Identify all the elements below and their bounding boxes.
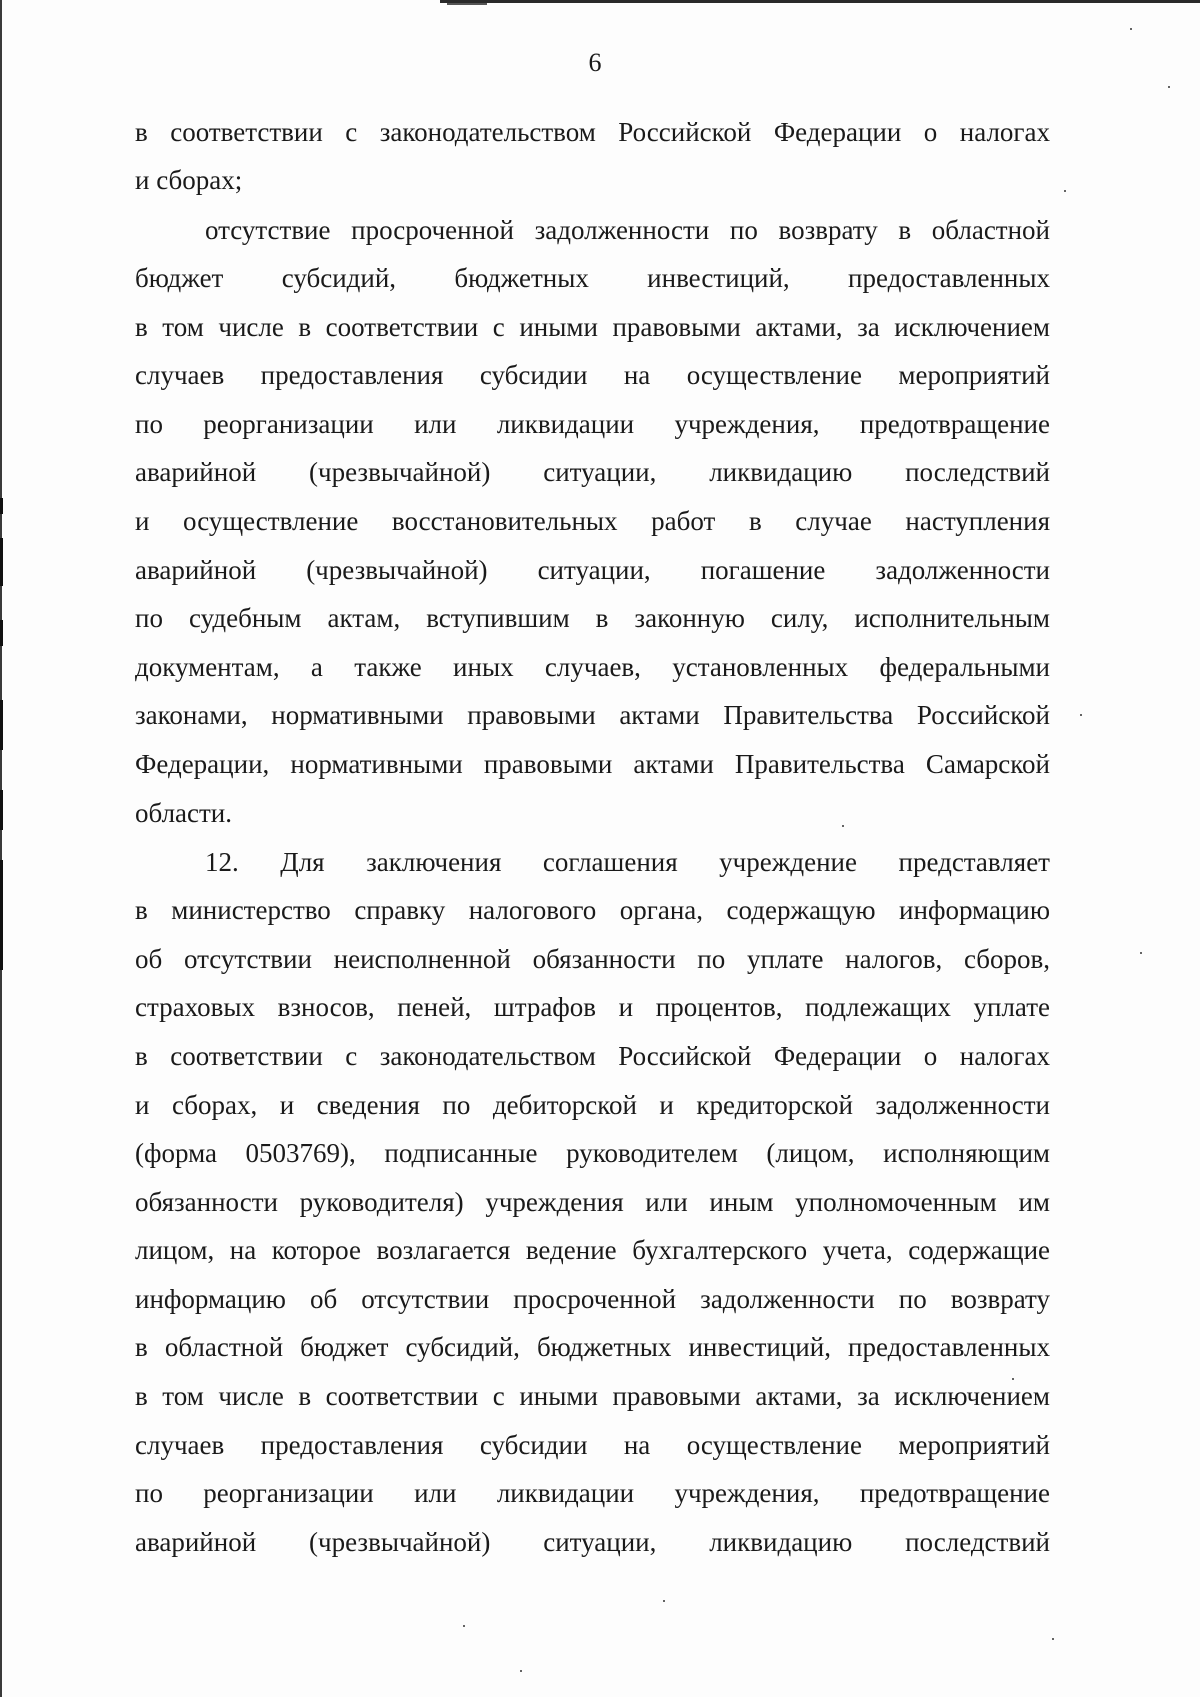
scan-mark [0, 498, 3, 514]
text-line: отсутствие просроченной задолженности по возврату в областной [205, 215, 1050, 245]
scan-speck [463, 1625, 465, 1627]
scan-mark [0, 620, 3, 646]
scan-speck [1168, 86, 1170, 88]
scan-speck [1052, 1638, 1054, 1640]
text-line: и сборах, и сведения по дебиторской и кредиторской задолженности [135, 1090, 1050, 1120]
text-line: области. [135, 798, 233, 828]
top-border-line [440, 0, 1200, 3]
text-line: в областной бюджет субсидий, бюджетных инвестиций, предоставленных [135, 1332, 1050, 1362]
text-line: в том числе в соответствии с иными правовыми актами, за исключением [135, 1381, 1050, 1411]
scan-speck [1080, 714, 1082, 716]
page-number: 6 [588, 48, 602, 77]
text-line: по реорганизации или ликвидации учреждения, предотвращение [135, 1478, 1050, 1508]
text-line: в министерство справку налогового органа, содержащую информацию [135, 895, 1050, 925]
text-line: бюджет субсидий, бюджетных инвестиций, предоставленных [135, 263, 1050, 293]
scan-speck [663, 1600, 665, 1602]
text-line: лицом, на которое возлагается ведение бухгалтерского учета, содержащие [135, 1235, 1050, 1265]
text-line: документам, а также иных случаев, установленных федеральными [135, 652, 1050, 682]
text-line: в соответствии с законодательством Российской Федерации о налогах [135, 1041, 1050, 1071]
text-line: 12. Для заключения соглашения учреждение представляет [205, 847, 1050, 877]
scan-mark [0, 700, 3, 750]
text-line: и осуществление восстановительных работ в случае наступления [135, 506, 1050, 536]
text-line: случаев предоставления субсидии на осуществление мероприятий [135, 360, 1050, 390]
text-line: в том числе в соответствии с иными правовыми актами, за исключением [135, 312, 1050, 342]
text-line: страховых взносов, пеней, штрафов и процентов, подлежащих уплате [135, 992, 1050, 1022]
scan-speck [1140, 952, 1142, 954]
text-line: аварийной (чрезвычайной) ситуации, ликвидацию последствий [135, 457, 1050, 487]
scan-speck [1064, 190, 1066, 192]
text-line: обязанности руководителя) учреждения или иным уполномоченным им [135, 1187, 1050, 1217]
scan-speck [1130, 28, 1132, 30]
text-line: об отсутствии неисполненной обязанности по уплате налогов, сборов, [135, 944, 1050, 974]
text-line: аварийной (чрезвычайной) ситуации, ликвидацию последствий [135, 1527, 1050, 1557]
scan-speck [842, 825, 844, 827]
top-border-notch [447, 3, 487, 5]
text-line: в соответствии с законодательством Российской Федерации о налогах [135, 117, 1050, 147]
text-line: аварийной (чрезвычайной) ситуации, погашение задолженности [135, 555, 1050, 585]
scan-mark [0, 538, 3, 586]
text-line: законами, нормативными правовыми актами Правительства Российской [135, 700, 1050, 730]
text-line: информацию об отсутствии просроченной задолженности по возврату [135, 1284, 1050, 1314]
text-line: случаев предоставления субсидии на осуществление мероприятий [135, 1430, 1050, 1460]
scan-mark [0, 790, 3, 830]
scan-mark [0, 860, 3, 970]
text-line: (форма 0503769), подписанные руководителем (лицом, исполняющим [135, 1138, 1050, 1168]
scan-speck [520, 1670, 522, 1672]
text-line: по судебным актам, вступившим в законную силу, исполнительным [135, 603, 1050, 633]
text-line: по реорганизации или ликвидации учреждения, предотвращение [135, 409, 1050, 439]
text-line: Федерации, нормативными правовыми актами Правительства Самарской [135, 749, 1050, 779]
left-border-line [0, 0, 2, 1697]
text-line: и сборах; [135, 165, 243, 195]
